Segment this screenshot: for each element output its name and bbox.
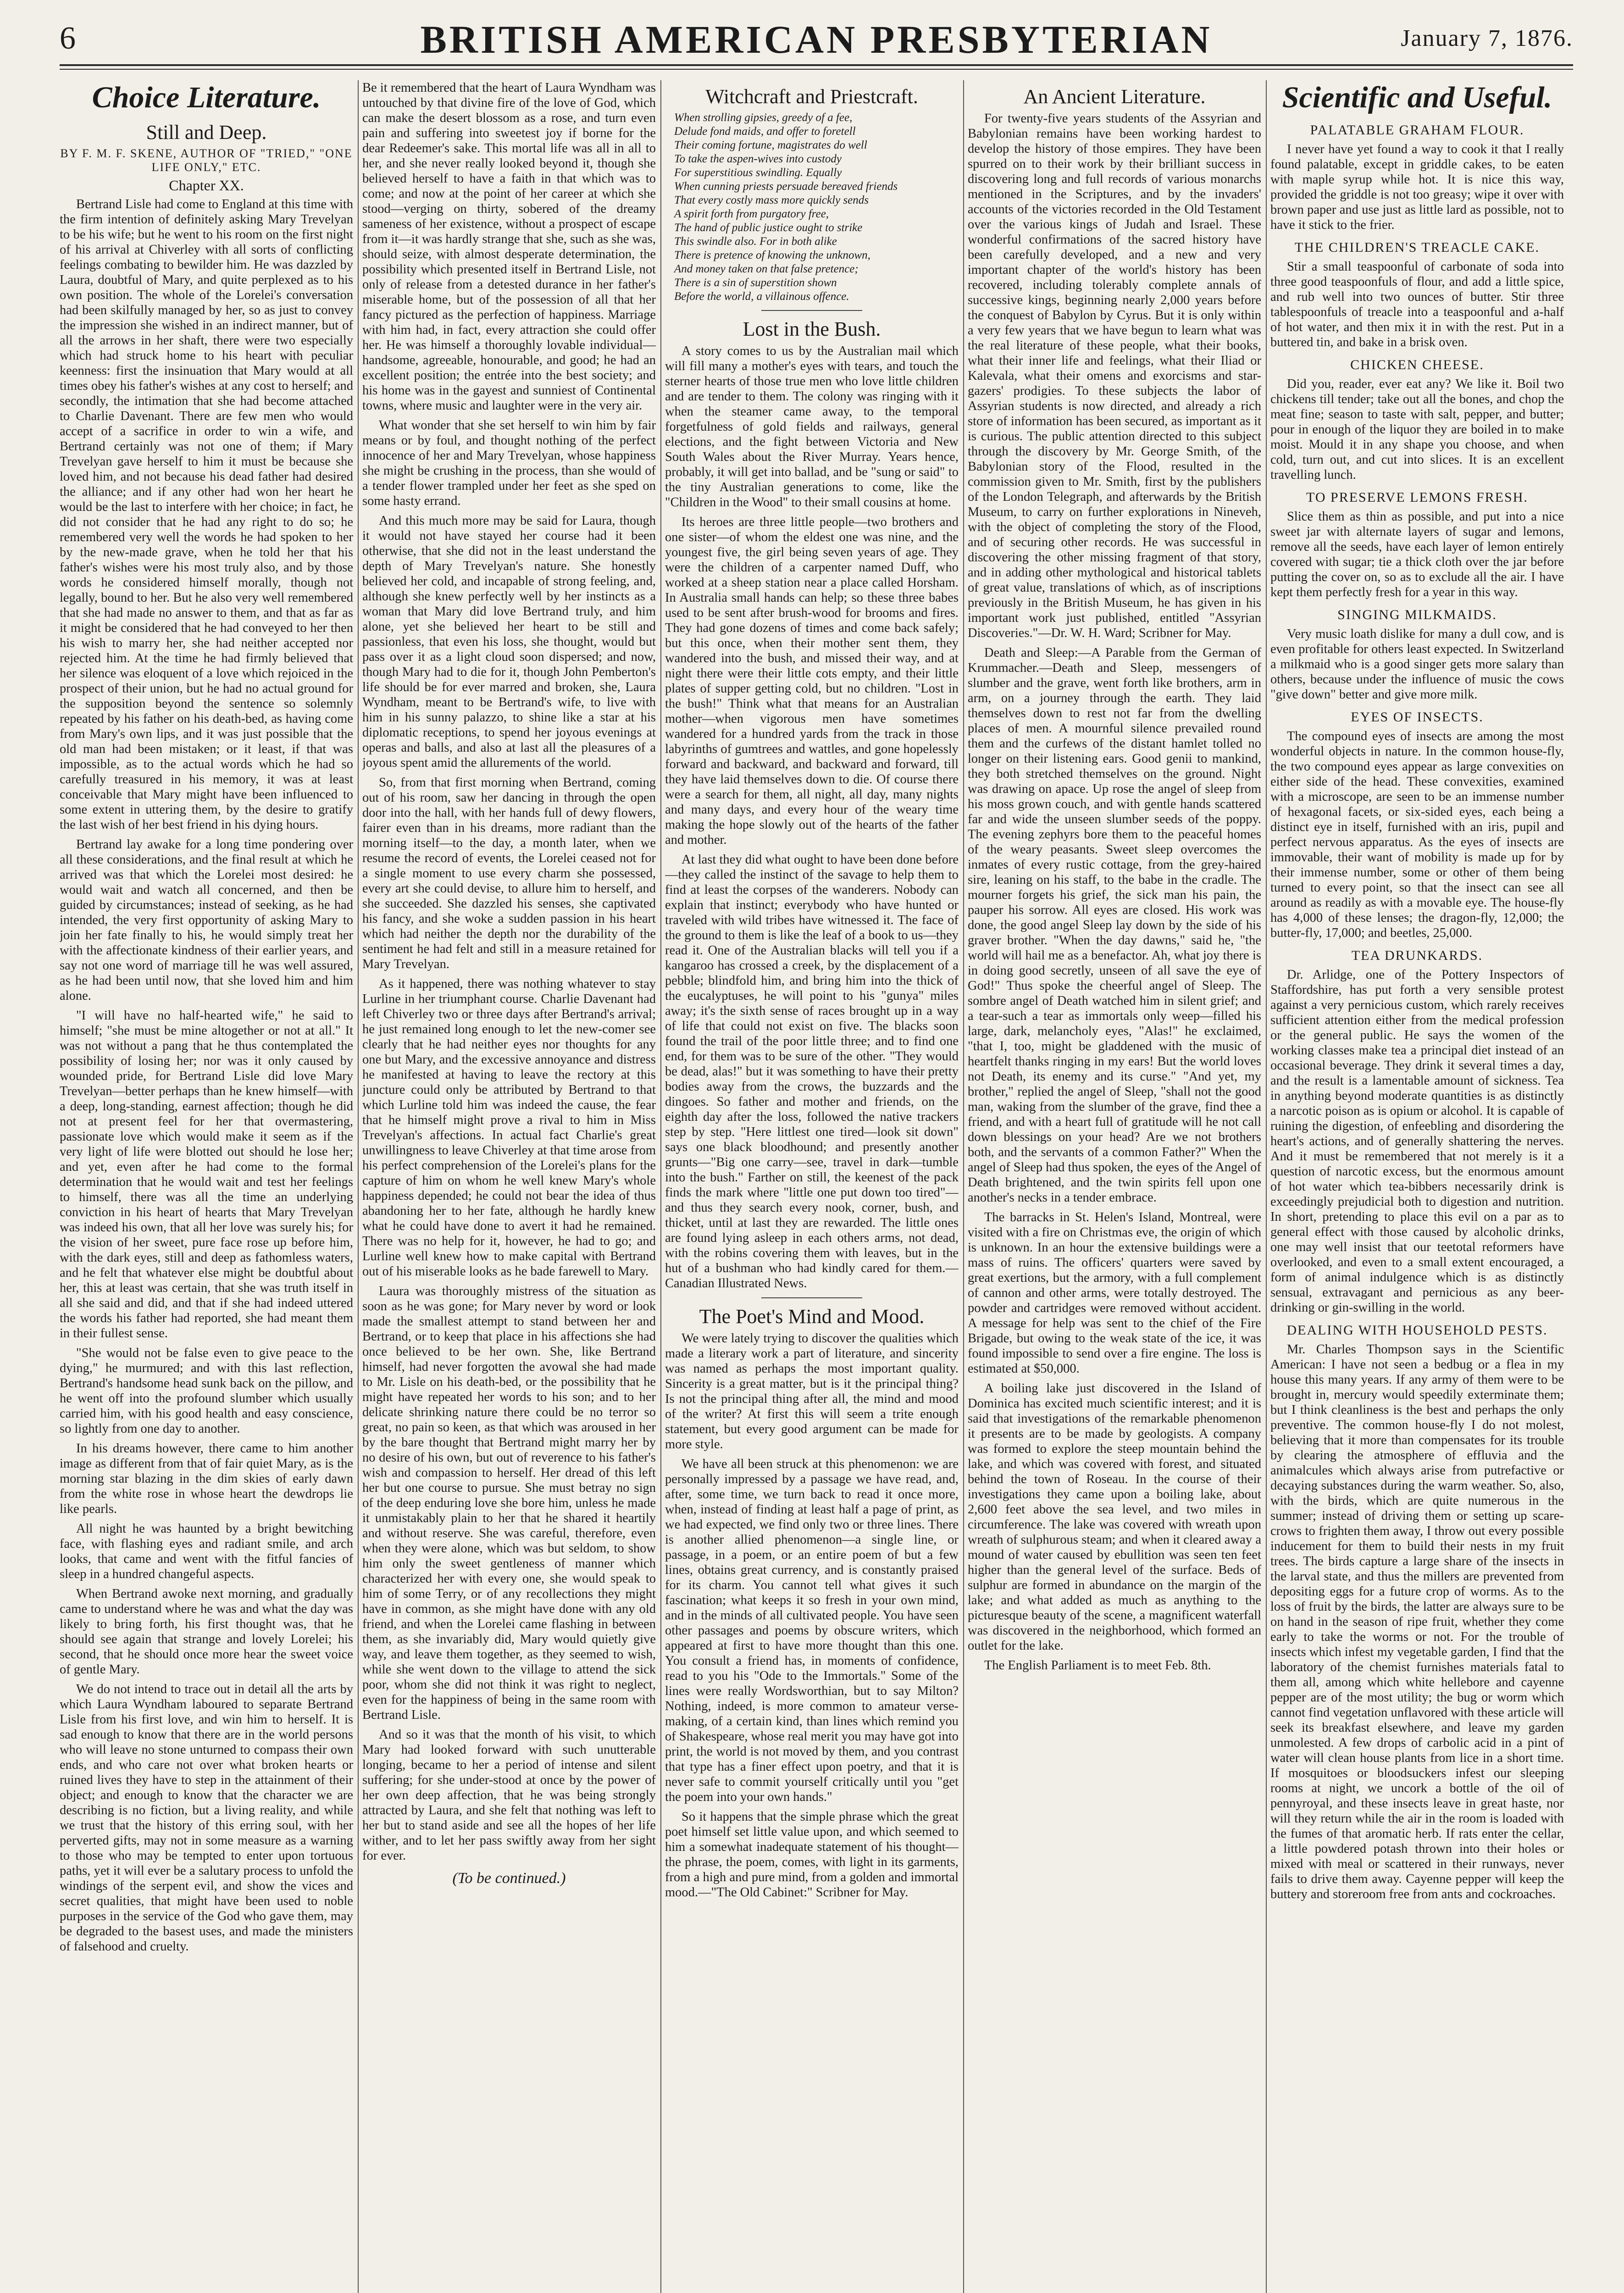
article-paragraph: A story comes to us by the Australian mail which will fill many a mother's eyes with tears, and touch the sterner hearts of those true men who love little children and are tender to them. The colony was ringing with it when the steamer came away, to the temporal forgetfulness of gold fields and railways, general elections, and the fight between Victoria and New South Wales about the River Murray. Years hence, probably, it will get into ballad, and be "sung or said" to the tiny Australian generations to come, like the "Children in the Wood" to their small cousins at home. — [665, 344, 959, 510]
poem-line: A spirit forth from purgatory free, — [674, 208, 829, 220]
story-paragraph: "She would not be false even to give peace to the dying," he murmured; and with this last reflection, Bertrand's handsome head sunk back on the pillow, and he went off into the profound slumber which usually carried him, with his good health and easy conscience, so lightly from one day to another. — [60, 1346, 353, 1436]
item-heading: TEA DRUNKARDS. — [1351, 948, 1483, 963]
page-number: 6 — [60, 21, 76, 56]
story-paragraph: So, from that first morning when Bertrand, coming out of his room, saw her dancing in through the open door into the hall, with her hands full of dewy flowers, fairer even than in his dreams, more radiant than the morning itself—to the day, a month later, when we resume the record of events, the Lorelei ceased not for a single moment to use every charm she possessed, every art she could devise, to allure him to herself, and she succeeded. She dazzled his senses, she captivated his fancy, and she woke a sudden passion in his heart which had neither the depth nor the durability of the sentiment he had felt and still in a measure retained for Mary Trevelyan. — [362, 775, 656, 971]
column-ancient-literature — [968, 80, 1261, 2293]
poem-line: Their coming fortune, magistrates do well — [674, 139, 867, 151]
issue-date: January 7, 1876. — [1401, 25, 1573, 51]
item-heading: SINGING MILKMAIDS. — [1337, 607, 1497, 622]
story-paragraph: As it happened, there was nothing whatever to stay Lurline in her triumphant course. Charlie Davenant had left Chiverley two or three days after Bertrand's arrival; he just remained long enough to let the new-comer see clearly that he had neither eyes nor thoughts for any one but Mary, and the excessive annoyance and distress he manifested at having to leave the rectory at this juncture could only be attributed by Bertrand to that which Lurline told him was indeed the cause, the fear that he himself might prove a rival to him in Miss Trevelyan's affections. In actual fact Charlie's great unwillingness to leave Chiverley at that time arose from his perfect comprehension of the Lorelei's plans for the capture of him on whom he well knew Mary's whole happiness depended; he could not bear the idea of thus abandoning her to her fate, although he hardly knew what he could have done to avert it had he remained. There was no help for it, however, he had to go; and Lurline well knew how to make capital with Bertrand out of his miserable looks as he bade farewell to Mary. — [362, 977, 656, 1279]
item-text: I never have yet found a way to cook it that I really found palatable, except in griddle cakes, to be eaten with maple syrup while hot. It is nice this way, provided the griddle is not too greasy; wipe it over with brown paper and use just as little lard as possible, not to have it stick to the frier. — [1270, 142, 1564, 232]
article-paragraph: The barracks in St. Helen's Island, Montreal, were visited with a fire on Christmas eve, the origin of which is unknown. In an hour the extensive buildings were a mass of ruins. The officers' quarters were saved by great exertions, but the armory, with a full complement of cannon and other arms, were totally destroyed. The powder and cartridges were removed without accident. A message for help was sent to the chief of the Fire Brigade, but owing to the weak state of the ice, it was found impossible to send over a fire engine. The loss is estimated at $50,000. — [968, 1210, 1261, 1376]
article-paragraph: The English Parliament is to meet Feb. 8th. — [984, 1658, 1211, 1673]
poem-line: Delude fond maids, and offer to foretell — [674, 125, 856, 138]
poem-line: There is pretence of knowing the unknown, — [674, 249, 870, 261]
item-heading: PALATABLE GRAHAM FLOUR. — [1310, 122, 1524, 138]
article-title: The Poet's Mind and Mood. — [699, 1305, 925, 1328]
story-paragraph: And this much more may be said for Laura, though it would not have stayed her course had it been otherwise, that she did not in the least understand the depth of Mary Trevelyan's nature. She honestly believed her cold, and incapable of strong feeling, and, although she knew perfectly well by her instincts as a woman that Mary did love Bertrand truly, and him alone, yet she believed her heart to be still and passionless, that even his loss, she thought, would but pass over it as a light cloud soon dispersed; and now, though Mary had to die for it, though John Pemberton's life should be for ever marred and broken, she, Laura Wyndham, meant to be Bertrand's wife, to live with him in his sunny palazzo, to shine like a star at his diplomatic receptions, to spend her joyous evenings at operas and balls, and also at last all the pleasures of a joyous spent amid the allurements of the world. — [362, 514, 656, 770]
item-heading: TO PRESERVE LEMONS FRESH. — [1306, 490, 1528, 505]
item-heading: DEALING WITH HOUSEHOLD PESTS. — [1286, 1323, 1548, 1338]
poem-line: To take the aspen-wives into custody — [674, 153, 842, 165]
story-paragraph: When Bertrand awoke next morning, and gradually came to understand where he was and what the day was likely to bring forth, his first thought was, that he should see again that strange and lovely Lorelei; his second, that he should once more hear the sweet voice of gentle Mary. — [60, 1587, 353, 1677]
article-paragraph: We have all been struck at this phenomenon: we are personally impressed by a passage we have read, and, after, some time, we turn back to read it once more, when, instead of finding at least half a page of print, as we had expected, we find only two or three lines. There is another allied phenomenon—a single line, or passage, in a poem, or an entire poem of but a few lines, obtains great currency, and is constantly praised for its charm. You cannot tell what gives it such fascination; what keeps it so fresh in your own mind, and in the minds of all cultivated people. You have seen other passages and poems by obscure writers, which appeared at first to have more thought than this one. You consult a friend has, in moments of confidence, read to you his "Ode to the Immortals." Some of the lines were really Wordsworthian, but to say Milton? Nothing, indeed, is more common to amateur verse-making, of a certain kind, than lines which remind you of Shakespeare, whose real merit you may have got into print, the world is not moved by them, and you contrast that type has a finer effect upon poetry, and that it is never safe to commit yourself critically until you "get the poem into your own hands." — [665, 1457, 959, 1804]
story-paragraph: "I will have no half-hearted wife," he said to himself; "she must be mine altogether or not at all." It was not without a pang that he thus contemplated the possibility of losing her; nor was it only caused by wounded pride, for Bertrand Lisle did love Mary Trevelyan—better perhaps than he knew himself—with a deep, long-standing, earnest affection; though he did not at present feel for her that overmastering, passionate love which would make it seem as if the very light of life were blotted out should he lose her; and yet, even after he had come to the formal determination that he would wait and test her feelings to himself, there was all the time an underlying conviction in his heart of hearts that Mary Trevelyan was indeed his own, that all her love was surely his; for the vision of her sweet, pure face rose up before him, with the dark eyes, still and deep as fathomless waters, and he felt that whatever else might be doubtful about her, this at least was certain, that she was truth itself in all she said and did, and that if she had indeed uttered the words his father had reported, she had meant them in their fullest sense. — [60, 1008, 353, 1340]
article-paragraph: For twenty-five years students of the Assyrian and Babylonian remains have been working hardest to develop the history of those empires. They have been spurred on to their work by their brilliant success in discovering long and full records of various monarchs mentioned in the Scriptures, and by the invaders' accounts of the victories recorded in the Old Testament over the various kings of Judah and Israel. These wonderful confirmations of the sacred history have been carefully developed, and a new and very important chapter of the world's history has been recovered, including tolerably complete annals of successive kings, beginning nearly 2,000 years before the conquest of Babylon by Cyrus. But it is only within a very few years that we have begun to learn what was the real literature of these people, what their books, what their inner life and feelings, what their Iliad or Kalevala, what their omens and exorcisms and star-gazers' prodigies. To these subjects the labor of Assyrian students is now directed, and already a rich store of information has been secured, as important as it is curious. The public attention directed to this subject through the discovery by Mr. George Smith, of the Babylonian story of the Flood, resulted in the commission given to Mr. Smith, first by the publishers of the London Telegraph, and afterwards by the British Museum, to carry on further explorations in Nineveh, with the object of completing the story of the Flood, and of securing other records. He was successful in discovering the other missing fragment of that story, and in adding other mythological and historical tablets of great value, translations of which, as of inscriptions previously in the British Museum, he has given in his important work just published, entitled "Assyrian Discoveries."—Dr. W. H. Ward; Scribner for May. — [968, 111, 1261, 640]
poem-line: For superstitious swindling. Equally — [674, 166, 842, 179]
article-paragraph: At last they did what ought to have been done before—they called the instinct of the savage to help them to find at least the corpses of the wanderers. Nobody can explain that instinct; everybody who have hunted or traveled with wild tribes have witnessed it. The face of the ground to them is like the leaf of a book to us—they read it. One of the Australian blacks will tell you if a kangaroo has crossed a creek, by the displacement of a pebble; blindfold him, and bring him into the thick of the eucalyptuses, he will point to his "gunya" miles away; it's the sixth sense of races brought up in a way of life that could not exist on five. The blacks soon found the trail of the poor little three; and to find one end, for them was to be sure of the other. "They would be dead, alas!" but it was something to have their pretty bodies away from the crows, the buzzards and the dingoes. So father and mother and friends, on the eighth day after the loss, followed the native trackers step by step. "Here littlest one tired—look sit down" says one black bloodhound; and presently another grunts—"Big one carry—see, travel in dark—tumble into the bush." Farther on still, the keenest of the pack finds the mark where "little one put down too tired"—and thus they search every nook, corner, bush, and thicket, until at last they are rewarded. The little ones are found lying asleep in each others arms, not dead, with the robins covering them with leaves, but in the hut of a bushman who had kindly cared for them.—Canadian Illustrated News. — [665, 853, 959, 1291]
story-title: Still and Deep. — [146, 121, 267, 144]
department-heading: Scientific and Useful. — [1282, 81, 1552, 114]
column-scientific-useful — [1270, 80, 1564, 2293]
poem-line: This swindle also. For in both alike — [674, 235, 837, 248]
newspaper-title: BRITISH AMERICAN PRESBYTERIAN — [420, 17, 1213, 61]
story-paragraph: Bertrand Lisle had come to England at this time with the firm intention of definitely asking Mary Trevelyan to be his wife; but he went to his room on the first night of his arrival at Chiverley with all sorts of conflicting feelings combating to bewilder him. He was dazzled by Laura, doubtful of Mary, and quite perplexed as to his own position. The whole of the Lorelei's conversation had been skilfully managed by her, so as just to convey the impression she wished in an indirect manner, but of all the arrows in her shaft, there were two especially which had struck home to his heart with peculiar keenness: first the insinuation that Mary would at all times obey his father's wishes at any cost to herself; and secondly, the intimation that she had become attached to Charlie Davenant. There are few men who would accept of a sacrifice in order to win a wife, and Bertrand certainly was not one of them; if Mary Trevelyan gave herself to him it must be because she loved him, and not because his dead father had desired the alliance; and if any other had won her heart he would be the last to interfere with her choice; in fact, he did not consider that he had any right to do so; he remembered very well the words he had spoken to her by the new-made grave, when he told her that his father's wishes were his most truly also, and by those words he considered himself morally, though not legally, bound to her. But he also very well remembered that she had made no answer to them, and that as far as it might be considered that he had conveyed to her then his wish to marry her, she had neither accepted nor rejected him. At the time he had firmly believed that her silence was eloquent of a love which rejoiced in the prospect of their union, but he had no actual ground for the supposition beyond the sentence so solemnly repeated by his father on his death-bed, as having come from Mary's own lips, and it was just possible that the old man had been mistaken; or it least, if that was impossible, as to the actual words which he had so carefully treasured in his memory, it was at least conceivable that Mary might have been influenced to some extent in uttering them, by the desire to gratify the last wish of her best friend in his dying hours. — [60, 197, 353, 832]
section-divider — [761, 1297, 862, 1298]
poem-title: Witchcraft and Priestcraft. — [705, 85, 918, 108]
column-choice-literature — [60, 80, 353, 2293]
story-paragraph: We do not intend to trace out in detail all the arts by which Laura Wyndham laboured to separate Bertrand Lisle from his first love, and win him to herself. It is sad enough to know that there are in the world persons who will leave no stone unturned to compass their own ends, and who care not over what broken hearts or ruined lives they have to step in the attainment of their object; and enough to know that the character we are describing is no fiction, but a living reality, and while we trust that the history of this erring soul, with her perverted gifts, may not in some measure as a warning to those who may be tempted to enter upon tortuous paths, yet it will ever be a salutary process to unfold the windings of the serpent evil, and show the vices and secret qualities, that might have been used to noble purposes in the service of the God who gave them, may be degraded to the basest uses, and made the ministers of falsehood and cruelty. — [60, 1682, 353, 1954]
chapter-heading: Chapter XX. — [169, 177, 244, 194]
article-paragraph: Death and Sleep:—A Parable from the German of Krummacher.—Death and Sleep, messengers of slumber and the grave, went forth like brothers, arm in arm, on a journey through the earth. They laid themselves down to rest not far from the dwelling places of men. A mournful silence prevailed round them and the curfews of the distant hamlet tolled no longer on their listening ears. Good genii to mankind, they both stretched themselves on the ground. Night was drawing on apace. Up rose the angel of sleep from his moss grown couch, and with gentle hands scattered far and wide the unseen slumber seeds of the poppy. The evening zephyrs bore them to the peaceful homes of the weary peasants. Sweet sleep overcomes the inmates of every rustic cottage, from the grey-haired sire, leaning on his staff, to the babe in the cradle. The mourner forgets his grief, the sick man his pain, the pauper his sorrow. All eyes are closed. His work was done, the good angel Sleep lay down by the side of his graver brother. "When the day dawns," said he, "the world will hail me as a benefactor. Ah, what joy there is in doing good secretly, unseen of all save the eye of God!" Thus spoke the cheerful angel of Sleep. The sombre angel of Death watched him in silent grief; and a tear-such a tear as immortals only weep—filled his large, dark, melancholy eyes, "Alas!" he exclaimed, "that I, too, might be gladdened with the music of heartfelt thanks ringing in my ears! But the world loves not Death, its enemy and its curse." "And yet, my brother," replied the angel of Sleep, "shall not the good man, waking from the slumber of the grave, find thee a friend, and with a heart full of gratitude will he not call down blessings on your head? Are we not brothers both, and the servants of a common Father?" When the angel of Sleep had thus spoken, the eyes of the Angel of Death brightened, and the twin spirits fell upon one another's necks in a tender embrace. — [968, 646, 1261, 1205]
poem-line: And money taken on that false pretence; — [674, 263, 859, 275]
story-paragraph: All night he was haunted by a bright bewitching face, with flashing eyes and radiant smile, and arch looks, that came and went with the fitful fancies of sleep in a hundred changeful aspects. — [60, 1522, 353, 1581]
item-text: Very music loath dislike for many a dull cow, and is even profitable for others least expected. In Switzerland a milkmaid who is a good singer gets more salary than others, because under the influence of music the cows "give down" better and give more milk. — [1270, 627, 1564, 702]
masthead-rule-thin — [60, 69, 1573, 70]
poem-line: There is a sin of superstition shown — [674, 277, 837, 289]
continued-note: (To be continued.) — [452, 1870, 566, 1887]
column-rule — [358, 80, 359, 2293]
poem-line: Before the world, a villainous offence. — [674, 290, 849, 303]
article-paragraph: Its heroes are three little people—two brothers and one sister—of whom the eldest one was nine, and the youngest five, the girl being seven years of age. They were the children of a carpenter named Duff, who worked at a sheep station near a place called Horsham. In Australia small hands can help; so these three babes used to be sent after brush-wood for brooms and fires. They had gone dozens of times and come back safely; but this once, when their mother sent them, they wandered into the bush, and missed their way, and at night there were their little cots empty, and their little plates of supper getting cold, but no children. "Lost in the bush!" Think what that means for an Australian mother—when vigorous men have sometimes wandered for a hundred yards from the track in those labyrinths of gumtrees and wattles, and gone hopelessly forward and backward, and backward and forward, till they have laid themselves down to die. Of course there were a search for them, all night, all day, many nights and many days, and every hour of the weary time making the hope slowly out of the hearts of the father and mother. — [665, 515, 959, 847]
item-heading: EYES OF INSECTS. — [1351, 709, 1484, 725]
poem-line: When cunning priests persuade bereaved friends — [674, 180, 898, 193]
story-paragraph: In his dreams however, there came to him another image as different from that of fair quiet Mary, as is the morning star blazing in the dim skies of early dawn from the white rose in whose heart the dewdrops lie like pearls. — [60, 1441, 353, 1516]
item-text: Dr. Arlidge, one of the Pottery Inspectors of Staffordshire, has put forth a very sensible protest against a very pernicious custom, which rarely receives sufficient attention either from the medical profession or the general public. He says the women of the working classes make tea a principal diet instead of an occasional beverage. They drink it several times a day, and the result is a lamentable amount of sickness. Tea in anything beyond moderate quantities is as distinctly a narcotic poison as is opium or alcohol. It is capable of ruining the digestion, of enfeebling and disordering the heart's actions, and of generally shattering the nerves. And it must be remembered that not merely is it a question of narcotic excess, but the enormous amount of hot water which tea-bibbers necessarily drink is exceedingly prejudicial both to digestion and nutrition. In short, pretending to place this evil on a par as to general effect with those caused by alcoholic drinks, one may well insist that our teetotal reformers have overlooked, and even to a small extent encouraged, a form of animal indulgence which is as distinctly sensual, extravagant and pernicious as any beer-drinking or gin-swilling in the world. — [1270, 968, 1564, 1315]
item-text: Slice them as thin as possible, and put into a nice sweet jar with alternate layers of sugar and lemons, remove all the seeds, have each layer of lemon entirely covered with sugar; tie a thick cloth over the jar before putting the cover on, so as to exclude all the air. I have kept them perfectly fresh for a year in this way. — [1270, 510, 1564, 599]
department-heading: Choice Literature. — [92, 81, 321, 114]
item-heading: CHICKEN CHEESE. — [1350, 357, 1484, 372]
item-text: The compound eyes of insects are among the most wonderful objects in nature. In the common house-fly, the two compound eyes appear as large convexities on either side of the head. These convexities, examined with a microscope, are seen to be an immense number of hexagonal facets, or six-sided eyes, each being a distinct eye in itself, furnished with an iris, pupil and perfect nervous apparatus. As the eyes of insects are immovable, their want of mobility is made up for by their immense number, some or other of them being turned to every point, so that the insect can see all around as readily as with a movable eye. The house-fly has 4,000 of these lenses; the dragon-fly, 12,000; the butter-fly, 17,000; and beetles, 25,000. — [1270, 729, 1564, 940]
article-paragraph: We were lately trying to discover the qualities which made a literary work a part of literature, and sincerity was named as perhaps the most important quality. Sincerity is a great matter, but is it the principal thing? Is not the principal thing after all, the mind and mood of the writer? At first this will seem a trite enough statement, but every good argument can be made for more style. — [665, 1331, 959, 1451]
article-paragraph: A boiling lake just discovered in the Island of Dominica has excited much scientific interest; and it is said that investigations of the remarkable phenomenon it presents are to be made by geologists. A company was formed to explore the steep mountain behind the lake, and which was covered with forest, and situated behind the town of Roseau. In the course of their investigations they came upon a boiling lake, about 2,600 feet above the sea level, and two miles in circumference. The lake was covered with wreath upon wreath of sulphurous steam; and when it cleared away a mound of water caused by ebullition was seen ten feet higher than the general level of the surface. Beds of sulphur are formed in abundance on the margin of the lake; and what added as much as anything to the picturesque beauty of the scene, a magnificent waterfall was discovered in the neighborhood, which formed an outlet for the lake. — [968, 1381, 1261, 1653]
story-paragraph: And so it was that the month of his visit, to which Mary had looked forward with such unutterable longing, became to her a period of intense and silent suffering; for she under-stood at once by the power of her own deep affection, that he was being strongly attracted by Laura, and she felt that nothing was left to her but to stand aside and see all the hopes of her life wither, and to let her pass swiftly away from her sight for ever. — [362, 1728, 656, 1863]
story-paragraph: Bertrand lay awake for a long time pondering over all these considerations, and the final result at which he arrived was that which the Lorelei most desired: he would wait and watch all concerned, and then be guided by circumstances; instead of seeking, as he had intended, the very first opportunity of asking Mary to join her fate finally to his, he would simply treat her with the affectionate kindness of their earlier years, and say not one word of marriage till he was well assured, as he had been until now, that she loved him and him alone. — [60, 837, 353, 1003]
story-paragraph: What wonder that she set herself to win him by fair means or by foul, and thought nothing of the perfect innocence of her and Mary Trevelyan, whose happiness she might be crushing in the process, than she would of a tender flower trampled under her feet as she sped on some hasty errand. — [362, 418, 656, 508]
article-title: Lost in the Bush. — [743, 318, 881, 340]
article-title: An Ancient Literature. — [1023, 85, 1206, 108]
column-miscellany — [665, 80, 959, 2293]
item-heading: THE CHILDREN'S TREACLE CAKE. — [1294, 240, 1540, 255]
poem-line: That every costly mass more quickly sends — [674, 194, 869, 206]
column-rule — [660, 80, 661, 2293]
section-divider — [761, 310, 862, 311]
item-text: Did you, reader, ever eat any? We like it. Boil two chickens till tender; take out all the bones, and chop the meat fine; season to taste with salt, pepper, and butter; pour in enough of the liquor they are boiled in to make moist. Mould it in any shape you choose, and when cold, turn out, and cut into slices. It is an excellent travelling lunch. — [1270, 377, 1564, 482]
item-text: Stir a small teaspoonful of carbonate of soda into three good teaspoonfuls of flour, and add a little spice, and rub well into two ounces of butter. Stir three tablespoonfuls of treacle into a teaspoonful and a-half of hot water, and then mix it in with the rest. Put in a buttered tin, and bake in a brisk oven. — [1270, 260, 1564, 349]
item-text: Mr. Charles Thompson says in the Scientific American: I have not seen a bedbug or a flea in my house this many years. If any army of them were to be brought in, mercury would speedily exterminate them; but I think cleanliness is the best and perhaps the only preventive. The common house-fly I do not molest, believing that it more than compensates for its trouble by clearing the atmosphere of effluvia and the animalcules which always arise from putrefactive or decaying substances during the warm weather. So, also, with the birds, which are quite numerous in the summer; instead of driving them or setting up scare-crows to frighten them away, I throw out every possible inducement for them to build their nests in my fruit trees. The birds capture a large share of the insects in the larval state, and thus the millers are prevented from depositing eggs for a future crop of worms. As to the loss of fruit by the birds, the latter are always sure to be on hand in the season of ripe fruit, whether they come early to take the worms or not. For the trouble of insects which infest my vegetable garden, I find that the laboratory of the chemist furnishes materials fatal to them all, among which white hellebore and cayenne pepper are of the most utility; the bug or worm which cannot find vegetation unflavored with these article will seek its breakfast elsewhere, and leave my garden unmolested. A few drops of carbolic acid in a pint of water will clean house plants from lice in a short time. If mosquitoes or bloodsuckers infest our sleeping rooms at night, we uncork a bottle of the oil of pennyroyal, and these insects leave in great haste, nor will they return while the air in the room is loaded with the fumes of that aromatic herb. If rats enter the cellar, a little powdered potash thrown into their holes or mixed with meal or scattered in their runways, never fails to drive them away. Cayenne pepper will keep the buttery and storeroom free from ants and cockroaches. — [1270, 1342, 1564, 1901]
column-story-continued — [362, 80, 656, 2293]
story-byline: BY F. M. F. SKENE, AUTHOR OF "TRIED," "ONE LIFE ONLY," ETC. — [60, 147, 353, 174]
poem-body — [665, 111, 959, 304]
column-rule — [963, 80, 964, 2293]
story-paragraph: Laura was thoroughly mistress of the situation as soon as he was gone; for Mary never by word or look made the smallest attempt to stand between her and Bertrand, or to keep that place in his affections she had once believed to be her own. She, like Bertrand himself, had never forgotten the avowal she had made to Mr. Lisle on his death-bed, or the possibility that he might have repeated her words to his son; and to her delicate shrinking nature there could be no terror so great, no pain so keen, as that which was aroused in her by the bare thought that Bertrand might marry her by no desire of his own, but out of reverence to his father's wish and compassion to herself. Her dread of this left her but one course to pursue. She must betray no sign of the deep enduring love she bore him, unless he made it unmistakably plain to her that he shared it heartily and without reserve. She was careful, therefore, even when they were alone, which was but seldom, to show him only the sweet gentleness of manner which characterized her with every one, she would speak to him of some Terry, or of any recollections they might have in common, as she might have done with any old friend, and when the Lorelei came flashing in between them, as she invariably did, Mary would quietly give way, and leave them together, as they seemed to wish, while she went down to the village to attend the sick poor, whom she did not think it was right to neglect, even for the happiness of being in the same room with Bertrand Lisle. — [362, 1284, 656, 1722]
poem-line: When strolling gipsies, greedy of a fee, — [674, 111, 853, 124]
story-paragraph: Be it remembered that the heart of Laura Wyndham was untouched by that divine fire of the love of God, which can make the desert blossom as a rose, and turn even pain and suffering into sweetest joy if borne for the dear Redeemer's sake. This mortal life was all in all to her, and she never really looked beyond it, though she believed herself to have a faith in that which was to come; and now at the point of her career at which she stood—verging on thirty, sobered of the dreamy sameness of her existence, without a prospect of escape from it—it was hardly strange that she, such as she was, should seize, with almost desperate determination, the possibility which presented itself in Bertrand Lisle, not only of release from a detested durance in her father's miserable home, but of the possession of all that her fancy pictured as the perfection of happiness. Marriage with him had, in fact, every attraction she could offer her. He was himself a thoroughly lovable individual—handsome, agreeable, honourable, and good; he had an excellent position; the entrée into the best society; and his home was in the gayest and sunniest of Continental towns, where music and laughter were in the very air. — [362, 81, 656, 413]
masthead-rule — [60, 64, 1573, 66]
poem-line: The hand of public justice ought to strike — [674, 222, 863, 234]
masthead — [60, 17, 1573, 61]
column-rule — [1266, 80, 1267, 2293]
article-paragraph: So it happens that the simple phrase which the great poet himself set little value upon, and which seemed to him a somewhat inadequate statement of his thought—the phrase, the poem, comes, with light in its garments, from a high and pure mind, from a golden and immortal mood.—"The Old Cabinet:" Scribner for May. — [665, 1810, 959, 1900]
